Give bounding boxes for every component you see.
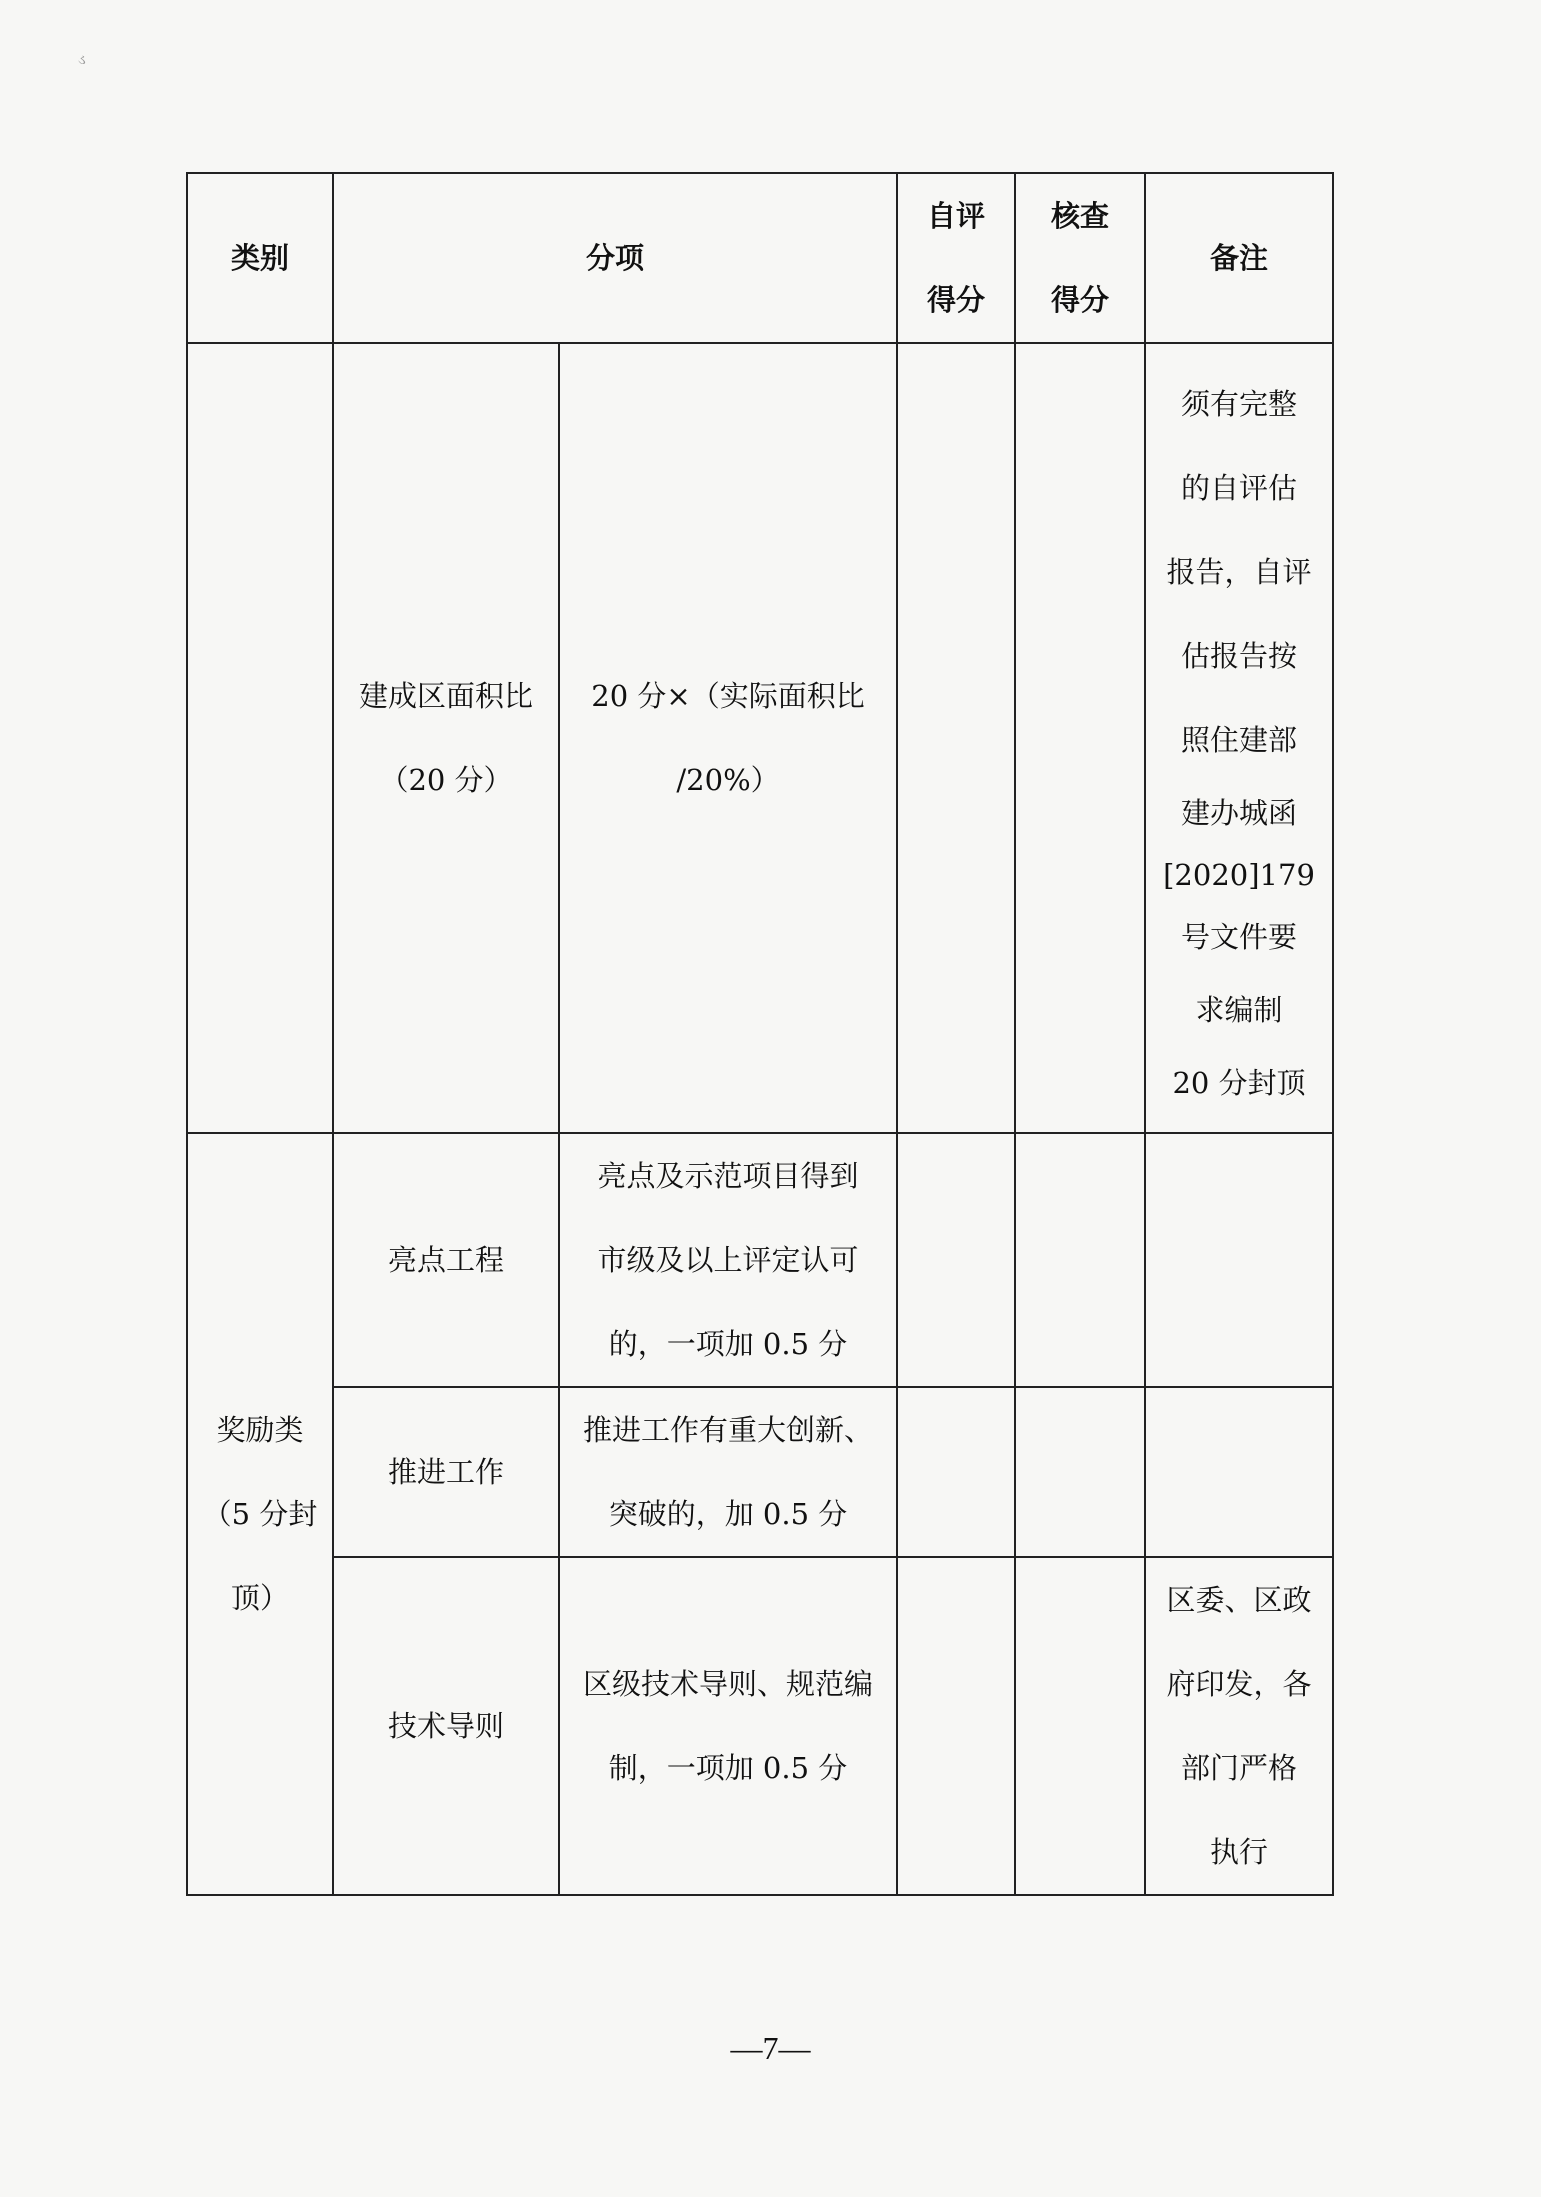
criteria-line: 的，一项加 0.5 分 xyxy=(608,1327,848,1361)
page-number: —7— xyxy=(730,2030,811,2066)
note-line: 执行 xyxy=(1210,1835,1269,1869)
header-item: 分项 xyxy=(333,173,897,343)
scoring-table xyxy=(186,172,1334,1896)
criteria-line: 推进工作有重大创新、 xyxy=(583,1413,874,1447)
note-line: 府印发，各 xyxy=(1166,1667,1312,1701)
table-row xyxy=(187,1557,1333,1895)
note-line: [2020]179 xyxy=(1163,858,1315,892)
check-score-cell xyxy=(1015,343,1145,1133)
note-line: 号文件要 xyxy=(1181,920,1298,954)
header-check-score xyxy=(1015,173,1145,343)
note-line: 的自评估 xyxy=(1181,471,1298,505)
category-line: （5 分封 xyxy=(202,1497,318,1531)
header-check-score-line: 得分 xyxy=(1051,283,1110,317)
criteria-cell xyxy=(559,1133,897,1387)
item-cell: 推进工作 xyxy=(333,1387,559,1557)
notes-cell xyxy=(1145,1133,1333,1387)
note-line: 须有完整 xyxy=(1181,387,1298,421)
item-line: 建成区面积比 xyxy=(358,679,533,713)
check-score-cell xyxy=(1015,1557,1145,1895)
note-line: 求编制 xyxy=(1195,993,1283,1027)
notes-cell xyxy=(1145,1557,1333,1895)
criteria-line: /20%） xyxy=(676,763,780,797)
note-line: 报告，自评 xyxy=(1166,555,1312,589)
check-score-cell xyxy=(1015,1387,1145,1557)
check-score-cell xyxy=(1015,1133,1145,1387)
notes-cell xyxy=(1145,1387,1333,1557)
self-score-cell xyxy=(897,1133,1015,1387)
note-line: 20 分封顶 xyxy=(1172,1066,1306,1100)
item-line: （20 分） xyxy=(379,763,513,797)
category-line: 顶） xyxy=(230,1581,289,1615)
header-self-score-line: 得分 xyxy=(927,283,986,317)
criteria-line: 市级及以上评定认可 xyxy=(597,1243,859,1277)
table-row xyxy=(187,1387,1333,1557)
criteria-line: 制，一项加 0.5 分 xyxy=(608,1751,848,1785)
self-score-cell xyxy=(897,1557,1015,1895)
category-line: 奖励类 xyxy=(216,1413,304,1447)
header-check-score-line: 核查 xyxy=(1051,199,1110,233)
table-header-row xyxy=(187,173,1333,343)
criteria-cell xyxy=(559,343,897,1133)
header-category: 类别 xyxy=(187,173,333,343)
criteria-line: 亮点及示范项目得到 xyxy=(597,1159,859,1193)
item-cell: 亮点工程 xyxy=(333,1133,559,1387)
self-score-cell xyxy=(897,343,1015,1133)
self-score-cell xyxy=(897,1387,1015,1557)
item-cell: 技术导则 xyxy=(333,1557,559,1895)
criteria-line: 突破的，加 0.5 分 xyxy=(608,1497,848,1531)
notes-cell xyxy=(1145,343,1333,1133)
table-row xyxy=(187,343,1333,1133)
header-self-score xyxy=(897,173,1015,343)
note-line: 部门严格 xyxy=(1181,1751,1298,1785)
table-row xyxy=(187,1133,1333,1387)
category-cell xyxy=(187,1133,333,1895)
note-line: 估报告按 xyxy=(1181,639,1298,673)
note-line: 区委、区政 xyxy=(1166,1583,1312,1617)
header-self-score-line: 自评 xyxy=(927,199,986,233)
scan-speck: ડ xyxy=(78,52,86,68)
criteria-line: 20 分×（实际面积比 xyxy=(591,679,865,713)
note-line: 建办城函 xyxy=(1181,796,1298,830)
criteria-cell xyxy=(559,1557,897,1895)
criteria-line: 区级技术导则、规范编 xyxy=(583,1667,874,1701)
item-cell xyxy=(333,343,559,1133)
category-cell xyxy=(187,343,333,1133)
header-notes: 备注 xyxy=(1145,173,1333,343)
note-line: 照住建部 xyxy=(1181,723,1298,757)
criteria-cell xyxy=(559,1387,897,1557)
